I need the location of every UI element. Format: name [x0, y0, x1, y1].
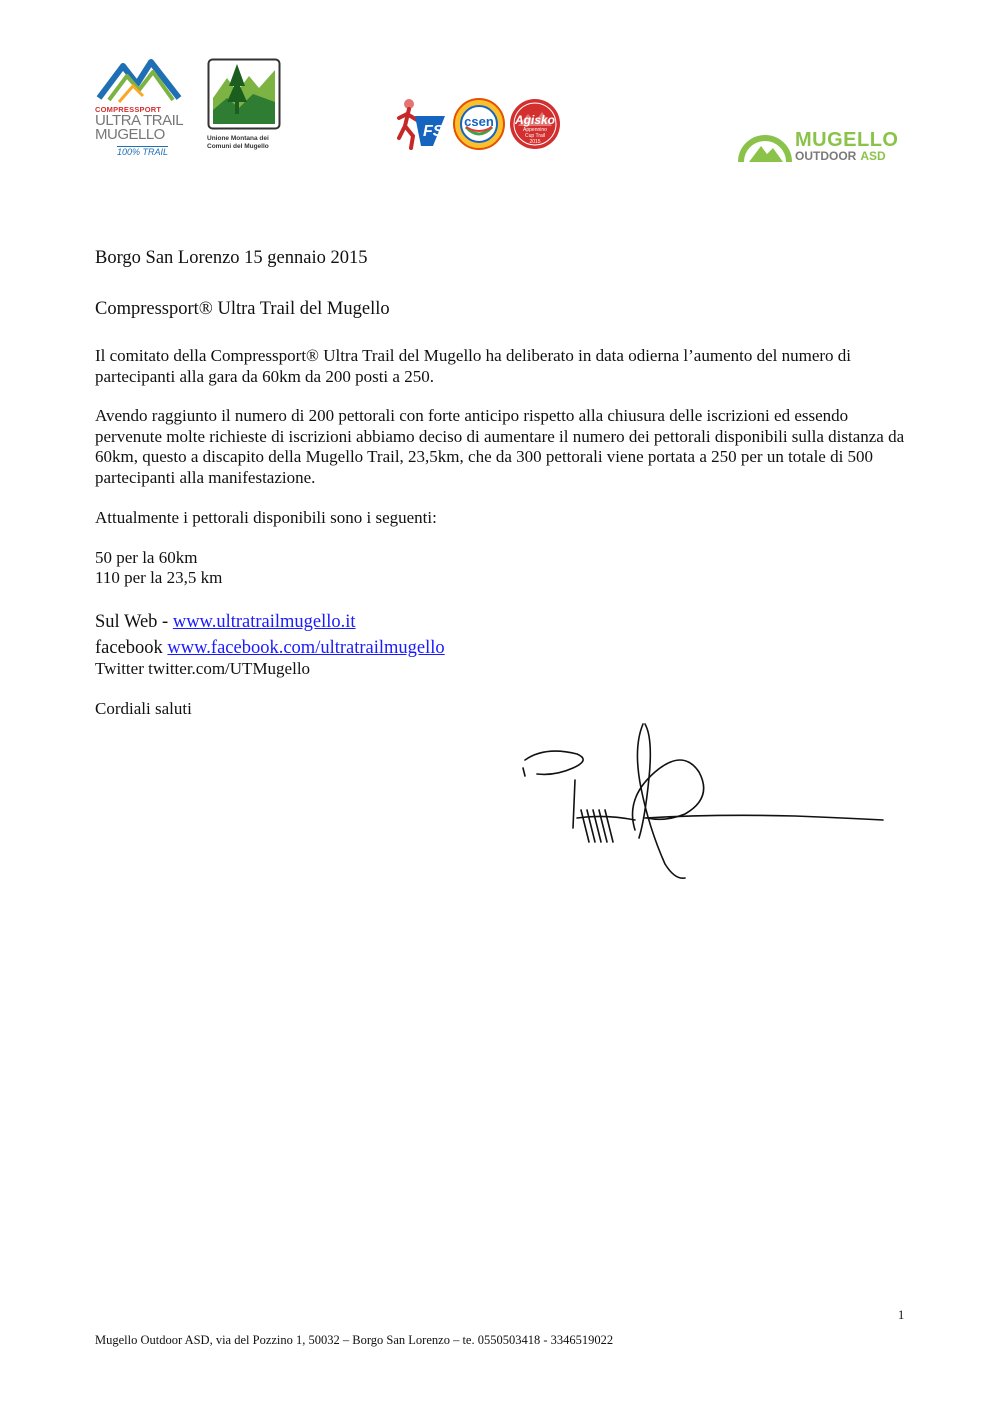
- paragraph-3: Attualmente i pettorali disponibili sono i seguenti:: [95, 508, 437, 527]
- agisko-year: 2015: [529, 139, 541, 145]
- csen-text: csen: [464, 114, 494, 129]
- footer-address: Mugello Outdoor ASD, via del Pozzino 1, 50032 – Borgo San Lorenzo – te. 0550503418 - 3346519022: [95, 1333, 614, 1347]
- agisko-logo: [508, 96, 562, 152]
- facebook-link[interactable]: www.facebook.com/ultratrailmugello: [167, 638, 445, 658]
- agisko-sub2: Cup Trail: [524, 133, 545, 139]
- signature: [515, 718, 895, 888]
- availability-23km: 110 per la 23,5 km: [95, 568, 223, 587]
- date-line: Borgo San Lorenzo 15 gennaio 2015: [95, 248, 368, 268]
- unione-line2: Comuni del Mugello: [207, 143, 269, 150]
- agisko-text: Agisko: [514, 113, 555, 127]
- utm-line1: ULTRA TRAIL: [95, 112, 184, 129]
- utm-line2: MUGELLO: [95, 126, 165, 143]
- twitter-line: Twitter twitter.com/UTMugello: [95, 659, 311, 678]
- outdoor-line1: MUGELLO: [795, 129, 899, 151]
- page-number: 1: [898, 1308, 905, 1322]
- outdoor-line2: [795, 150, 886, 162]
- outdoor-mountain-icon: [737, 126, 793, 166]
- runner-emblem-logo: [395, 96, 451, 152]
- letter-subject: Compressport® Ultra Trail del Mugello: [95, 299, 390, 319]
- mugello-outdoor-logo: [737, 126, 912, 170]
- csen-logo: [452, 97, 506, 151]
- svg-text:FS: FS: [423, 123, 444, 140]
- mountain-icon: [95, 56, 187, 104]
- facebook-label: facebook: [95, 638, 168, 658]
- utm-tagline: 100% TRAIL: [117, 147, 169, 157]
- facebook-line: [95, 638, 910, 659]
- agisko-sub1: Appennino: [523, 127, 547, 133]
- utm-brand: COMPRESSPORT: [95, 105, 162, 114]
- unione-montana-logo: [207, 58, 287, 154]
- web-label: Sul Web -: [95, 612, 173, 632]
- closing: Cordiali saluti: [95, 699, 192, 718]
- utm-logo: [95, 56, 187, 164]
- outdoor-word: OUTDOOR: [795, 149, 857, 163]
- availability-60km: 50 per la 60km: [95, 548, 198, 567]
- outdoor-asd: ASD: [860, 149, 886, 163]
- website-link[interactable]: www.ultratrailmugello.it: [172, 612, 356, 632]
- tree-mountain-icon: [207, 58, 281, 130]
- web-line: [95, 612, 910, 633]
- runner-icon: [395, 96, 451, 152]
- paragraph-1: Il comitato della Compressport® Ultra Trail del Mugello ha deliberato in data odierna l’aumento del numero di partecipanti alla gara da 60km da 200 posti a 250.: [95, 346, 852, 386]
- unione-line1: Unione Montana dei: [207, 135, 269, 142]
- paragraph-2: Avendo raggiunto il numero di 200 pettorali con forte anticipo rispetto alla chiusura delle iscrizioni ed essendo pervenute molte richieste di iscrizioni abbiamo deciso di aumentare il numero dei pettorali disponibili sulla distanza da 60km, questo a discapito della Mugello Trail, 23,5km, che da 300 pettorali viene portata a 250 per un totale di 500 partecipanti alla manifestazione.: [95, 406, 905, 487]
